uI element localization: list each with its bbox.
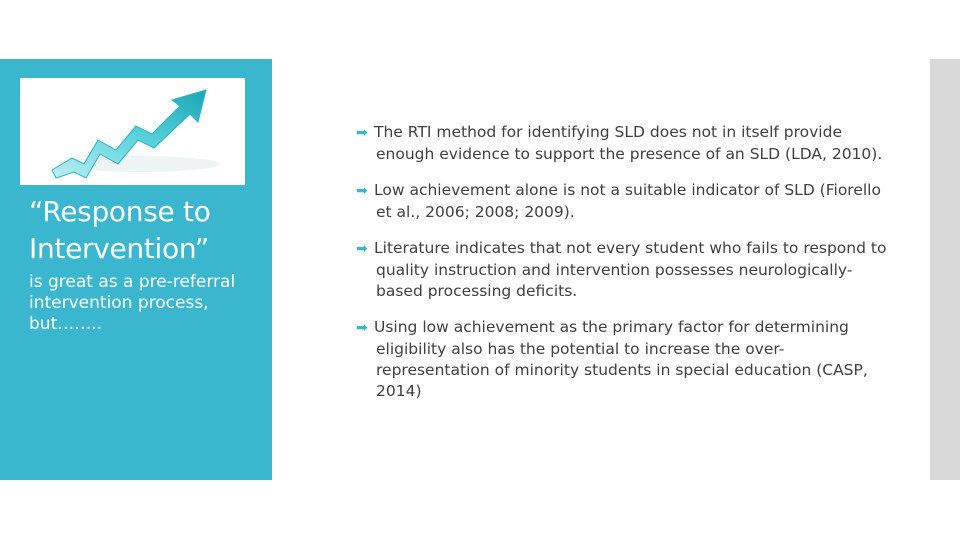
upward-arrow-icon — [20, 78, 245, 185]
bullet-list — [356, 122, 896, 417]
panel-subtitle: is great as a pre-referral intervention process, but…….. — [29, 272, 236, 334]
bullet-arrow-icon: ➡ — [356, 241, 368, 257]
list-item — [356, 238, 896, 302]
right-decorative-strip — [930, 59, 960, 480]
list-item — [356, 122, 896, 165]
panel-title: “Response to Intervention” — [29, 195, 211, 265]
bullet-arrow-icon: ➡ — [356, 125, 368, 141]
bullet-arrow-icon: ➡ — [356, 183, 368, 199]
list-item — [356, 180, 896, 223]
left-panel — [0, 59, 272, 480]
bullet-text: Low achievement alone is not a suitable indicator of SLD (Fiorello et al., 2006; 2008; 2009). — [374, 181, 881, 221]
bullet-text: Using low achievement as the primary factor for determining eligibility also has the potential to increase the over-representation of minority students in special education (CASP, 2014) — [374, 318, 868, 400]
bullet-text: The RTI method for identifying SLD does not in itself provide enough evidence to support the presence of an SLD (LDA, 2010). — [374, 123, 883, 163]
trend-arrow-image — [20, 78, 245, 185]
bullet-arrow-icon: ➡ — [356, 320, 368, 336]
bullet-text: Literature indicates that not every student who fails to respond to quality instruction and intervention possesses neurologically-based processing deficits. — [374, 239, 887, 300]
list-item — [356, 317, 896, 402]
